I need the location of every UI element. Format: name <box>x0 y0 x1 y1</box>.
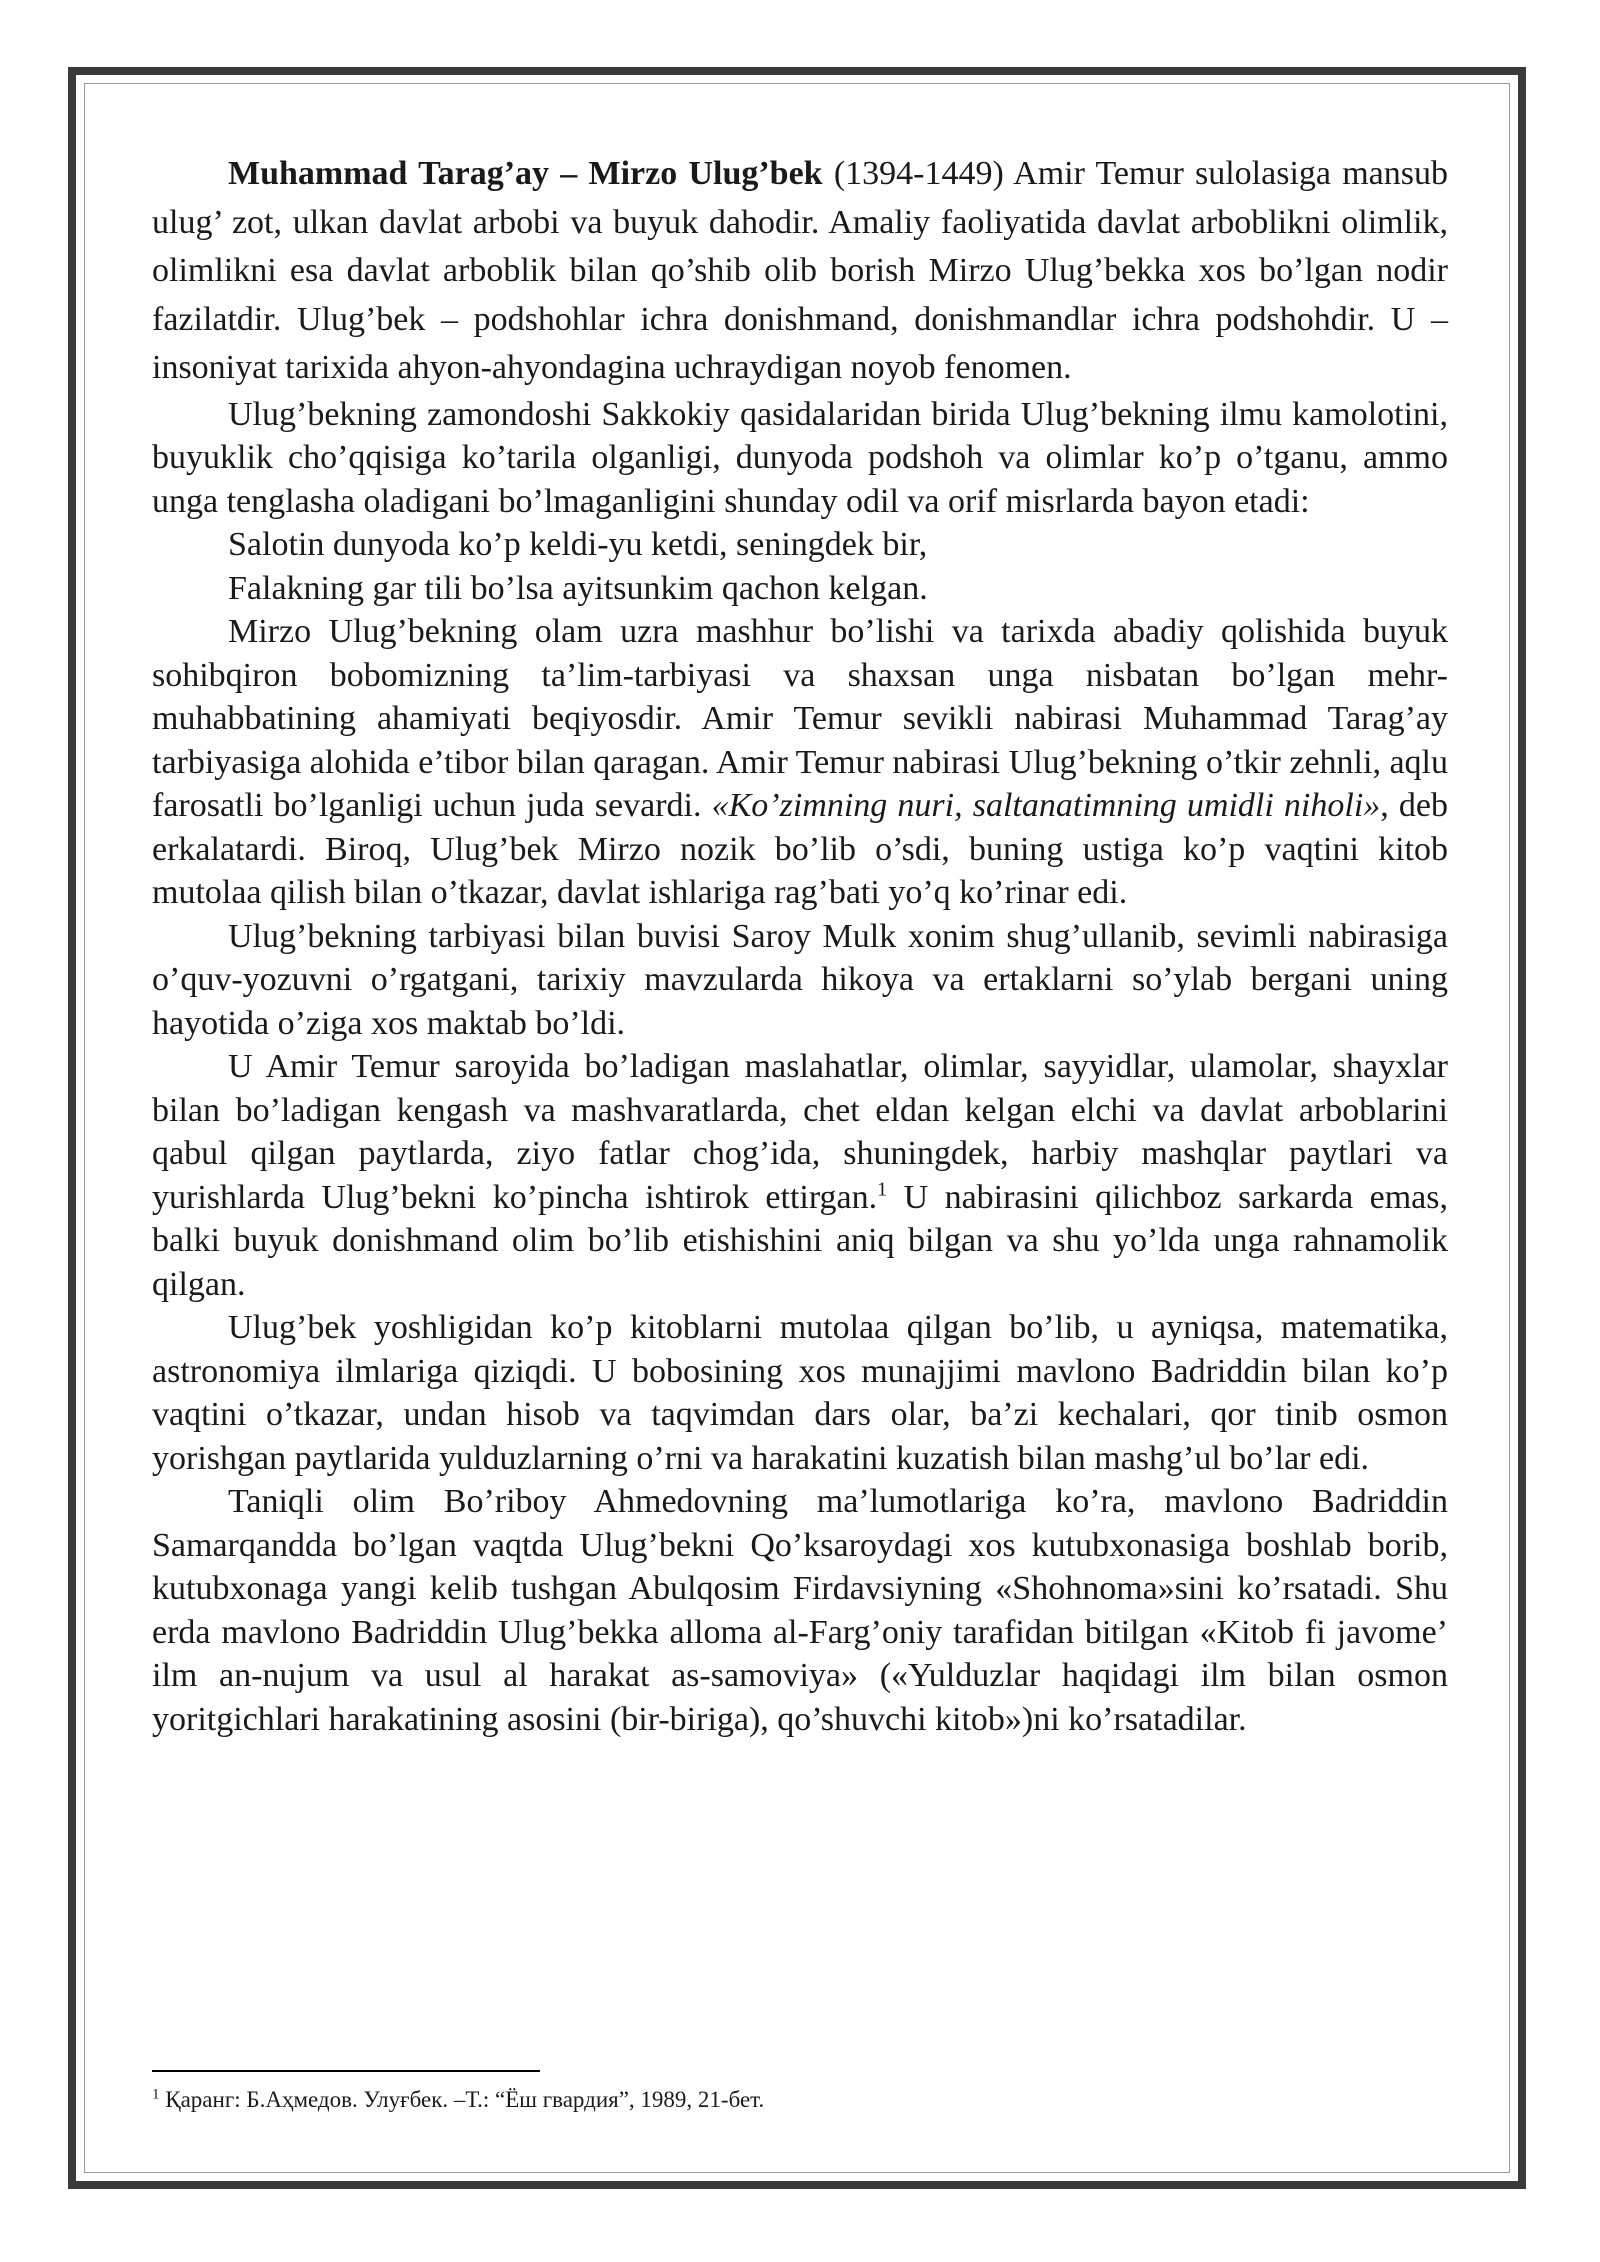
paragraph-youth: Ulug’bek yoshligidan ko’p kitoblarni mutolaa qilgan bo’lib, u ayniqsa, matematika, astronomiya ilmlariga qiziqdi. U bobosining xos munajjimi mavlono Badriddin bilan ko’p vaqtini o’tkazar, undan hisob va taqvimdan dars olar, ba’zi kechalari, qor tinib osmon yorishgan paytlarida yulduzlarning o’rni va harakatini kuzatish bilan mashg’ul bo’lar edi. <box>152 1309 1448 1477</box>
footnote-text: Қаранг: Б.Аҳмедов. Улуғбек. –Т.: “Ёш гвардия”, 1989, 21-бет. <box>159 2087 765 2112</box>
paragraph-court <box>152 1045 1448 1306</box>
footnote <box>152 2085 1448 2115</box>
paragraph-court-text-a: U Amir Temur saroyida bo’ladigan maslahatlar, olimlar, sayyidlar, ulamolar, shayxlar bilan bo’ladigan kengash va mashvaratlarda, chet eldan kelgan elchi va davlat arboblarini qabul qilgan paytlarda, ziyo fatlar chog’ida, shuningdek, harbiy mashqlar paytlari va yurishlarda Ulug’bekni ko’pincha ishtirok ettirgan. <box>152 1048 1448 1216</box>
paragraph-upbringing <box>152 610 1448 915</box>
paragraph-sakkokiy: Ulug’bekning zamondoshi Sakkokiy qasidalaridan birida Ulug’bekning ilmu kamolotini, buyuklik cho’qqisiga ko’tarila olganligi, dunyoda podshoh va olimlar ko’p o’tganu, ammo unga tenglasha oladigani bo’lmaganligini shunday odil va orif misrlarda bayon etadi: <box>152 395 1448 520</box>
paragraph-upbringing-text-a: Mirzo Ulug’bekning olam uzra mashhur bo’lishi va tarixda abadiy qolishida buyuk sohibqiron bobomizning ta’lim-tarbiyasi va shaxsan unga nisbatan bo’lgan mehr-muhabbatining ahamiyati beqiyosdir. Amir Temur sevikli nabirasi Muhammad Tarag’ay tarbiyasiga alohida e’tibor bilan qaragan. Amir Temur nabirasi Ulug’bekning o’tkir zehnli, aqlu farosatli bo’lganligi uchun juda sevardi. <box>152 613 1448 824</box>
footnote-reference[interactable]: 1 <box>877 1178 888 1201</box>
paragraph-intro-text: (1394-1449) Amir Temur sulolasiga mansub ulug’ zot, ulkan davlat arbobi va buyuk dahodir. Amaliy faoliyatida davlat arboblikni olimlik, olimlikni esa davlat arboblik bilan qo’shib olib borish Mirzo Ulug’bekka xos bo’lgan nodir fazilatdir. Ulug’bek – podshohlar ichra donishmand, donishmandlar ichra podshohdir. U – insoniyat tarixida ahyon-ahyondagina uchraydigan noyob fenomen. <box>152 155 1448 386</box>
paragraph-badriddin: Taniqli olim Bo’riboy Ahmedovning ma’lumotlariga ko’ra, mavlono Badriddin Samarqandda bo’lgan vaqtda Ulug’bekni Qo’ksaroydagi xos kutubxonasiga boshlab borib, kutubxonaga yangi kelib tushgan Abulqosim Firdavsiyning «Shohnoma»sini ko’rsatadi. Shu erda mavlono Badriddin Ulug’bekka alloma al-Farg’oniy tarafidan bitilgan «Kitob fi javome’ ilm an-nujum va usul al harakat as-samoviya» («Yulduzlar haqidagi ilm bilan osmon yoritgichlari harakatining asosini (bir-biriga), qo’shuvchi kitob»)ni ko’rsatadilar. <box>152 1483 1448 1738</box>
document-body <box>152 150 1448 1741</box>
verse-line-1: Salotin dunyoda ko’p keldi-yu ketdi, seningdek bir, <box>228 526 928 563</box>
verse-line-2: Falakning gar tili bo’lsa ayitsunkim qachon kelgan. <box>228 569 928 607</box>
quote-italic: «Ko’zimning nuri, saltanatimning umidli niholi» <box>711 787 1381 824</box>
title-name: Muhammad Tarag’ay – Mirzo Ulug’bek <box>228 155 823 192</box>
paragraph-grandmother: Ulug’bekning tarbiyasi bilan buvisi Saroy Mulk xonim shug’ullanib, sevimli nabirasiga o’quv-yozuvni o’rgatgani, tarixiy mavzularda hikoya va ertaklarni so’ylab bergani uning hayotida o’ziga xos maktab bo’ldi. <box>152 917 1448 1042</box>
paragraph-intro <box>152 150 1448 393</box>
paragraph-court-text-b: U nabirasini qilichboz sarkarda emas, balki buyuk donishmand olim bo’lib etishishini aniq bilgan va shu yo’lda unga rahnamolik qilgan. <box>152 1178 1448 1303</box>
footnote-number: 1 <box>152 2086 160 2103</box>
paragraph-upbringing-text-b: , deb erkalatardi. Biroq, Ulug’bek Mirzo nozik bo’lib o’sdi, buning ustiga ko’p vaqtini kitob mutolaa qilish bilan o’tkazar, davlat ishlariga rag’bati yo’q ko’rinar edi. <box>152 787 1449 911</box>
footnote-separator <box>152 2070 540 2072</box>
